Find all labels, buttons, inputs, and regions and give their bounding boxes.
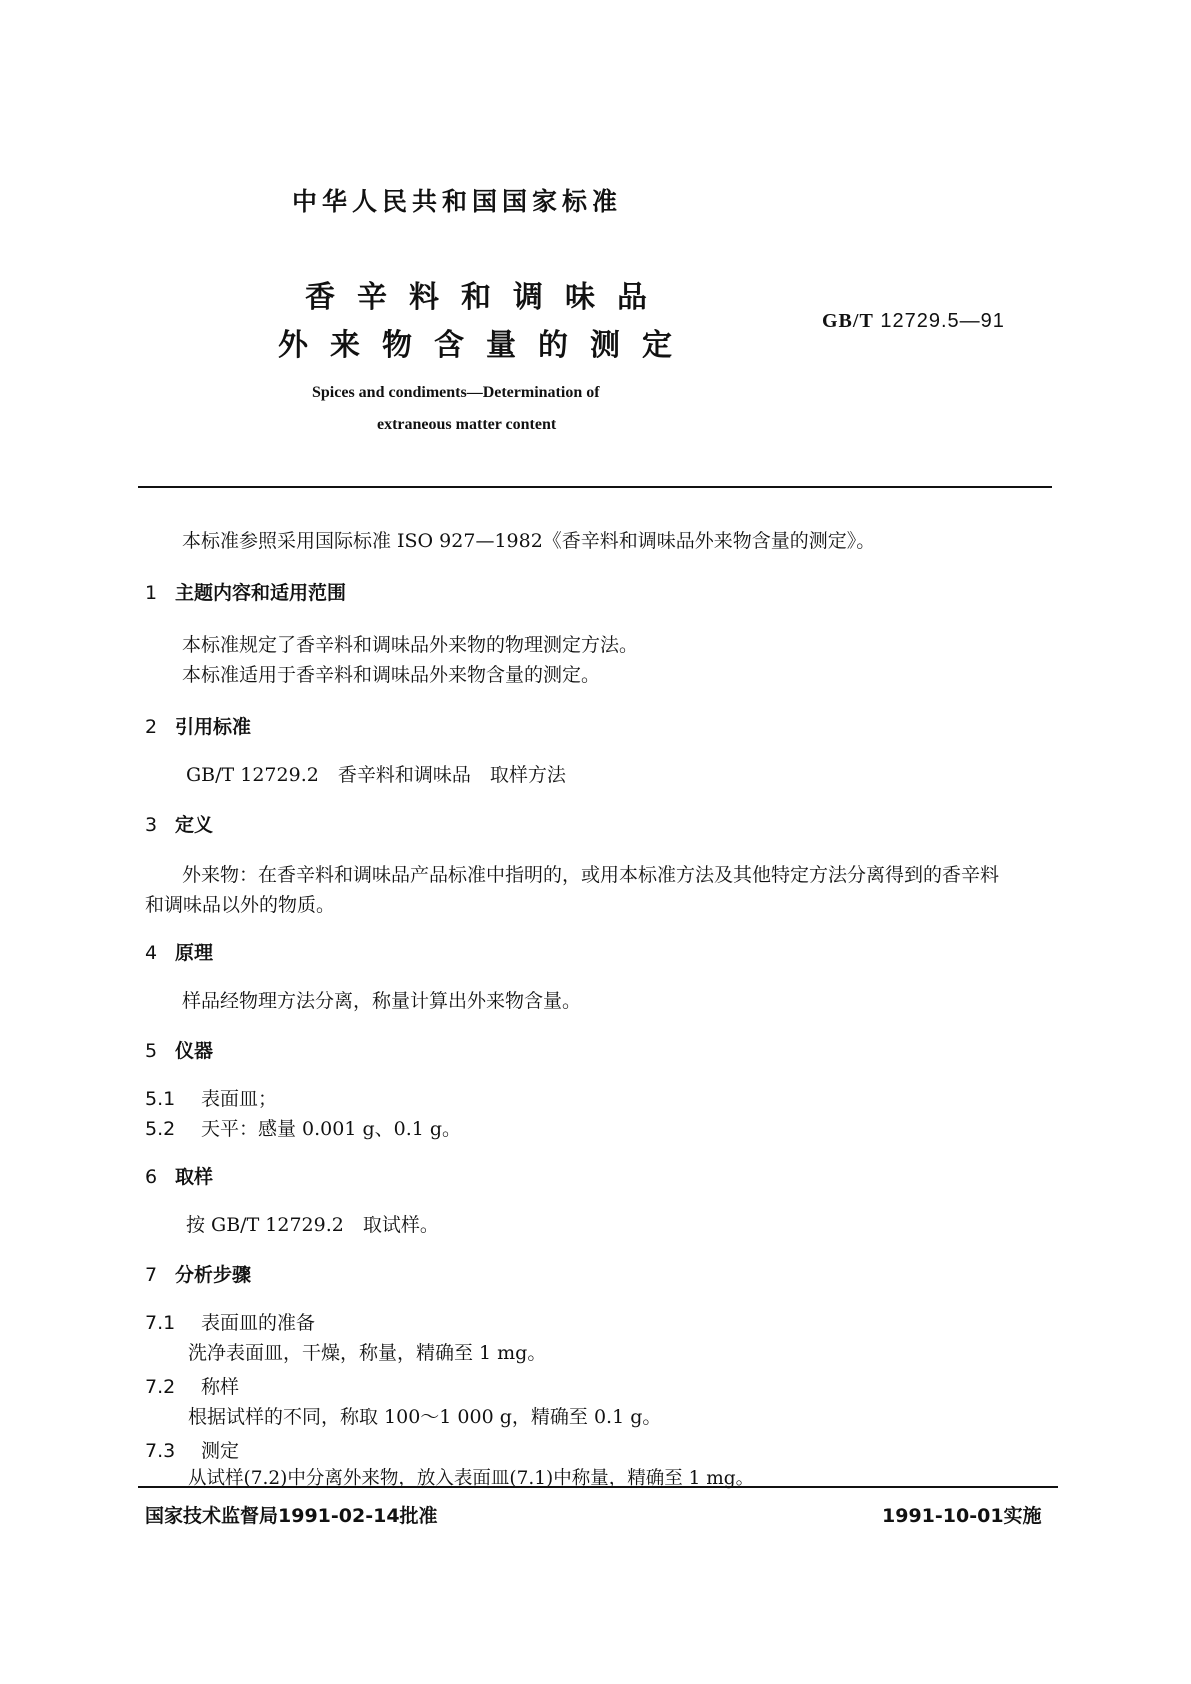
section-title: 仪器 [175, 1040, 214, 1062]
section-heading-4 [145, 938, 213, 965]
section-4-paragraph-1: 样品经物理方法分离，称量计算出外来物含量。 [182, 990, 582, 1012]
subsection-7-2-heading [145, 1372, 239, 1399]
subsection-title: 表面皿的准备 [201, 1312, 316, 1334]
item-text: 表面皿； [201, 1088, 278, 1110]
item-text: 天平：感量 0.001 g、0.1 g。 [201, 1118, 462, 1140]
subsection-number: 7.3 [145, 1440, 176, 1462]
section-3-paragraph-2: 和调味品以外的物质。 [145, 894, 336, 916]
instrument-item-2 [145, 1114, 461, 1141]
item-number: 5.1 [145, 1088, 176, 1110]
subsection-7-1-text: 洗净表面皿，干燥，称量，精确至 1 mg。 [188, 1342, 547, 1364]
section-heading-2 [145, 712, 251, 739]
item-number: 5.2 [145, 1118, 176, 1140]
subsection-7-1-heading [145, 1308, 315, 1335]
subsection-7-3-heading [145, 1436, 239, 1463]
subsection-7-3-text: 从试样(7.2)中分离外来物，放入表面皿(7.1)中称量，精确至 1 mg。 [188, 1468, 755, 1489]
section-title: 引用标准 [175, 716, 252, 738]
implementation-date: 1991-10-01实施 [882, 1505, 1042, 1527]
section-title: 分析步骤 [175, 1264, 252, 1286]
standard-code [822, 310, 1005, 333]
section-heading-3 [145, 810, 213, 837]
section-1-paragraph-1: 本标准规定了香辛料和调味品外来物的物理测定方法。 [182, 634, 639, 656]
standard-code-prefix: GB/T [822, 310, 874, 332]
document-title-line-2: 外来物含量的测定 [278, 328, 694, 363]
subsection-number: 7.1 [145, 1312, 176, 1334]
section-2-reference: GB/T 12729.2 香辛料和调味品 取样方法 [186, 764, 566, 786]
intro-paragraph: 本标准参照采用国际标准 ISO 927—1982《香辛料和调味品外来物含量的测定》。 [182, 530, 876, 552]
instrument-item-1 [145, 1084, 277, 1111]
document-title-line-1: 香辛料和调味品 [305, 280, 669, 315]
approval-note: 国家技术监督局1991-02-14批准 [145, 1505, 438, 1527]
section-title: 主题内容和适用范围 [175, 582, 347, 604]
standard-code-number: 12729.5—91 [880, 310, 1005, 332]
section-number: 4 [145, 942, 158, 964]
english-title-line-1: Spices and condiments—Determination of [312, 384, 600, 401]
subsection-title: 测定 [201, 1440, 240, 1462]
section-3-paragraph-1: 外来物：在香辛料和调味品产品标准中指明的，或用本标准方法及其他特定方法分离得到的香辛料 [182, 864, 1000, 886]
section-number: 5 [145, 1040, 158, 1062]
section-1-paragraph-2: 本标准适用于香辛料和调味品外来物含量的测定。 [182, 664, 601, 686]
english-title-line-2: extraneous matter content [377, 416, 557, 433]
issuing-authority: 中华人民共和国国家标准 [292, 187, 623, 216]
section-number: 6 [145, 1166, 158, 1188]
section-heading-7 [145, 1260, 251, 1287]
section-number: 7 [145, 1264, 158, 1286]
footer-divider [138, 1486, 1058, 1488]
subsection-7-2-text: 根据试样的不同，称取 100～1 000 g，精确至 0.1 g。 [188, 1406, 662, 1428]
section-title: 取样 [175, 1166, 214, 1188]
section-heading-1 [145, 578, 346, 605]
section-heading-6 [145, 1162, 213, 1189]
subsection-title: 称样 [201, 1376, 240, 1398]
section-number: 2 [145, 716, 158, 738]
section-title: 原理 [175, 942, 214, 964]
section-number: 3 [145, 814, 158, 836]
section-title: 定义 [175, 814, 214, 836]
section-number: 1 [145, 582, 158, 604]
section-6-paragraph-1: 按 GB/T 12729.2 取试样。 [186, 1214, 439, 1236]
header-divider [138, 486, 1052, 488]
subsection-number: 7.2 [145, 1376, 176, 1398]
section-heading-5 [145, 1036, 213, 1063]
